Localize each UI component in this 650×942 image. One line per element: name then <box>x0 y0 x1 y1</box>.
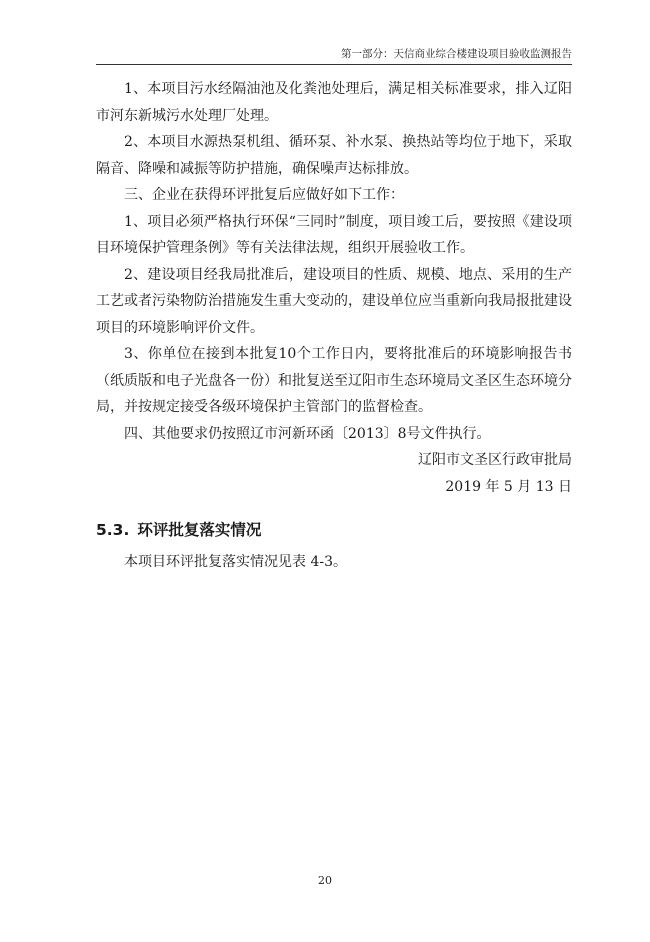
signature-date: 2019 年 5 月 13 日 <box>445 478 572 495</box>
paragraph: 1、本项目污水经隔油池及化粪池处理后，满足相关标准要求，排入辽阳市河东新城污水处理厂处理。 <box>96 81 572 124</box>
paragraph: 四、其他要求仍按照辽市河新环函〔2013〕8号文件执行。 <box>124 425 491 442</box>
paragraph: 2、建设项目经我局批准后，建设项目的性质、规模、地点、采用的生产工艺或者污染物防治措施发生重大变动的，建设单位应当重新向我局报批建设项目的环境影响评价文件。 <box>96 266 572 336</box>
page-header: 第一部分：天信商业综合楼建设项目验收监测报告 <box>341 48 572 60</box>
section-heading <box>96 515 572 545</box>
paragraph: 2、本项目水源热泵机组、循环泵、补水泵、换热站等均位于地下，采取隔音、降噪和减振等防护措施，确保噪声达标排放。 <box>96 134 572 177</box>
paragraph: 3、你单位在接到本批复10个工作日内，要将批准后的环境影响报告书（纸质版和电子光盘各一份）和批复送至辽阳市生态环境局文圣区生态环境分局，并按规定接受各级环境保护主管部门的监督检查。 <box>96 346 572 415</box>
section-number: 5.3. <box>96 521 130 539</box>
section-title: 环评批复落实情况 <box>137 521 262 539</box>
document-body <box>96 76 572 576</box>
page-number: 20 <box>318 874 332 887</box>
section-paragraph: 本项目环评批复落实情况见表 4-3。 <box>124 554 347 570</box>
paragraph: 三、企业在获得环评批复后应做好如下工作： <box>124 187 404 203</box>
paragraph: 1、项目必须严格执行环保“三同时”制度，项目竣工后，要按照《建设项目环境保护管理条例》等有关法律法规，组织开展验收工作。 <box>96 213 572 256</box>
signature-issuer: 辽阳市文圣区行政审批局 <box>418 452 572 468</box>
header-divider <box>96 64 572 65</box>
